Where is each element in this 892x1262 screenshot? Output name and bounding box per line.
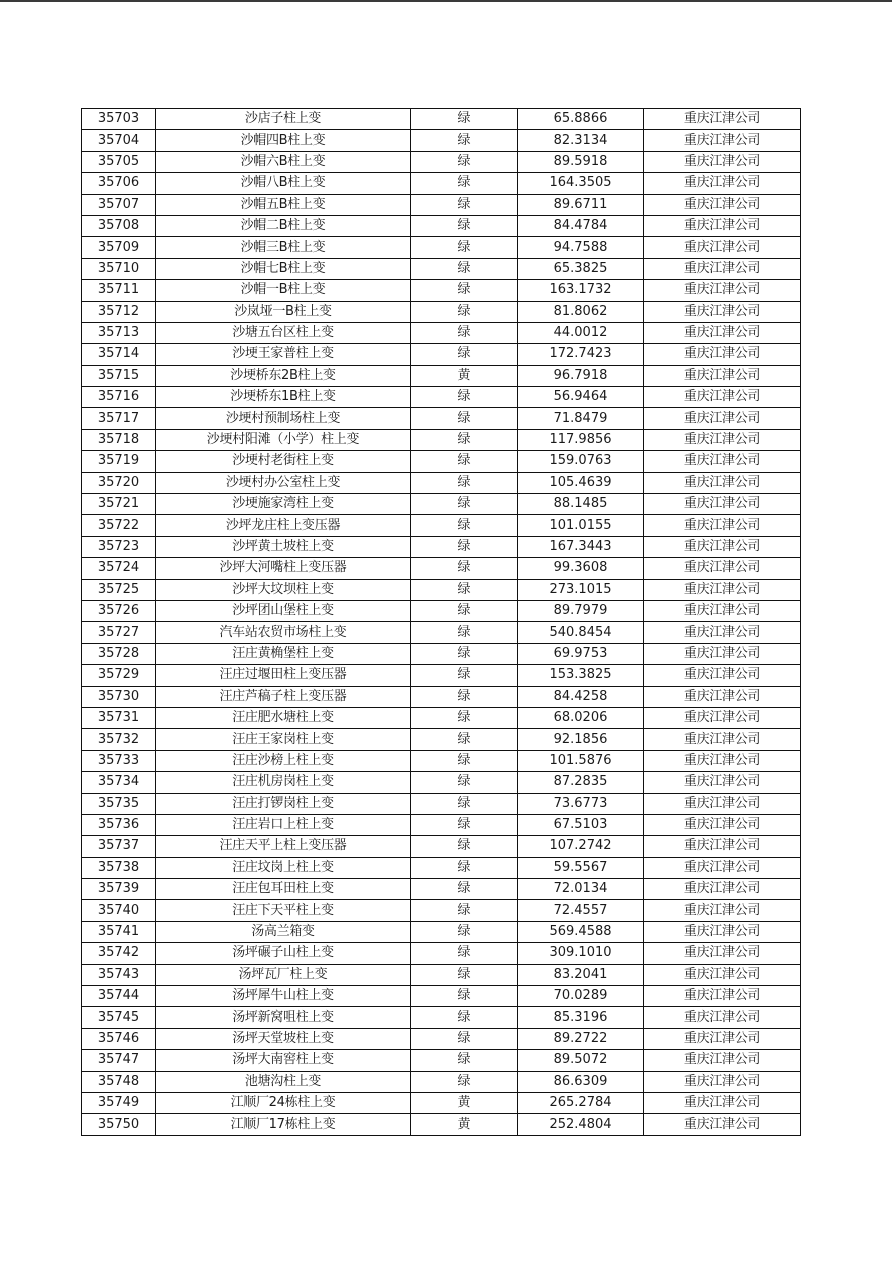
cell-id: 35739 [82,879,156,900]
cell-company: 重庆江津公司 [644,1050,801,1071]
cell-name: 沙坪黄土坡柱上变 [156,536,411,557]
cell-status: 绿 [411,237,518,258]
cell-name: 沙帽七B柱上变 [156,258,411,279]
cell-status: 绿 [411,707,518,728]
cell-id: 35712 [82,301,156,322]
cell-status: 绿 [411,900,518,921]
cell-company: 重庆江津公司 [644,772,801,793]
cell-value: 101.0155 [518,515,644,536]
cell-id: 35705 [82,151,156,172]
cell-name: 沙帽八B柱上变 [156,173,411,194]
cell-id: 35747 [82,1050,156,1071]
cell-status: 绿 [411,879,518,900]
cell-company: 重庆江津公司 [644,1028,801,1049]
cell-value: 73.6773 [518,793,644,814]
cell-value: 167.3443 [518,536,644,557]
cell-id: 35708 [82,215,156,236]
cell-id: 35725 [82,579,156,600]
cell-id: 35734 [82,772,156,793]
cell-name: 汪庄黄桷堡柱上变 [156,643,411,664]
cell-id: 35724 [82,558,156,579]
cell-name: 汽车站农贸市场柱上变 [156,622,411,643]
cell-id: 35740 [82,900,156,921]
cell-id: 35719 [82,451,156,472]
cell-name: 汪庄机房岗柱上变 [156,772,411,793]
cell-id: 35741 [82,921,156,942]
transformer-table [81,108,801,1136]
cell-name: 沙帽三B柱上变 [156,237,411,258]
cell-value: 273.1015 [518,579,644,600]
cell-name: 汤坪犀牛山柱上变 [156,986,411,1007]
cell-value: 84.4258 [518,686,644,707]
cell-name: 汤坪新窝咀柱上变 [156,1007,411,1028]
cell-id: 35707 [82,194,156,215]
cell-name: 汤坪天堂坡柱上变 [156,1028,411,1049]
cell-status: 绿 [411,665,518,686]
cell-id: 35730 [82,686,156,707]
cell-id: 35706 [82,173,156,194]
cell-name: 沙埂桥东2B柱上变 [156,365,411,386]
cell-id: 35729 [82,665,156,686]
cell-status: 绿 [411,280,518,301]
cell-name: 沙帽四B柱上变 [156,130,411,151]
cell-status: 绿 [411,109,518,130]
cell-status: 绿 [411,793,518,814]
cell-value: 540.8454 [518,622,644,643]
cell-status: 黄 [411,1114,518,1135]
table-row [82,793,801,814]
cell-value: 265.2784 [518,1092,644,1113]
cell-value: 72.0134 [518,879,644,900]
cell-company: 重庆江津公司 [644,344,801,365]
cell-id: 35715 [82,365,156,386]
cell-status: 黄 [411,365,518,386]
cell-id: 35735 [82,793,156,814]
cell-value: 65.3825 [518,258,644,279]
table-row [82,665,801,686]
cell-name: 沙帽二B柱上变 [156,215,411,236]
cell-id: 35704 [82,130,156,151]
cell-id: 35746 [82,1028,156,1049]
cell-company: 重庆江津公司 [644,301,801,322]
table-row [82,237,801,258]
cell-company: 重庆江津公司 [644,280,801,301]
table-row [82,879,801,900]
cell-id: 35742 [82,943,156,964]
table-row [82,301,801,322]
table-row [82,686,801,707]
cell-status: 绿 [411,515,518,536]
cell-status: 绿 [411,258,518,279]
cell-name: 汪庄坟岗上柱上变 [156,857,411,878]
cell-status: 绿 [411,836,518,857]
cell-name: 汪庄天平上柱上变压器 [156,836,411,857]
cell-id: 35723 [82,536,156,557]
cell-value: 252.4804 [518,1114,644,1135]
cell-company: 重庆江津公司 [644,857,801,878]
cell-status: 绿 [411,600,518,621]
cell-id: 35744 [82,986,156,1007]
table-row [82,1028,801,1049]
table-row [82,1007,801,1028]
cell-status: 绿 [411,301,518,322]
cell-name: 汪庄芦稿子柱上变压器 [156,686,411,707]
table-body [82,109,801,1136]
cell-name: 沙埂村阳滩（小学）柱上变 [156,429,411,450]
cell-name: 沙岚垭一B柱上变 [156,301,411,322]
cell-id: 35714 [82,344,156,365]
cell-company: 重庆江津公司 [644,429,801,450]
cell-value: 83.2041 [518,964,644,985]
cell-id: 35722 [82,515,156,536]
cell-company: 重庆江津公司 [644,109,801,130]
table-row [82,772,801,793]
cell-value: 107.2742 [518,836,644,857]
cell-status: 绿 [411,494,518,515]
cell-status: 绿 [411,1050,518,1071]
cell-value: 89.7979 [518,600,644,621]
cell-status: 绿 [411,558,518,579]
table-row [82,1092,801,1113]
cell-value: 44.0012 [518,322,644,343]
cell-name: 沙埂王家普柱上变 [156,344,411,365]
cell-id: 35727 [82,622,156,643]
cell-status: 绿 [411,322,518,343]
table-row [82,900,801,921]
cell-name: 沙帽六B柱上变 [156,151,411,172]
cell-id: 35717 [82,408,156,429]
cell-name: 江顺厂24栋柱上变 [156,1092,411,1113]
cell-status: 绿 [411,215,518,236]
table-row [82,215,801,236]
cell-status: 绿 [411,429,518,450]
cell-id: 35703 [82,109,156,130]
cell-value: 159.0763 [518,451,644,472]
cell-company: 重庆江津公司 [644,836,801,857]
cell-id: 35726 [82,600,156,621]
table-row [82,1114,801,1135]
cell-status: 绿 [411,750,518,771]
cell-name: 汪庄过堰田柱上变压器 [156,665,411,686]
cell-company: 重庆江津公司 [644,1007,801,1028]
cell-company: 重庆江津公司 [644,665,801,686]
cell-company: 重庆江津公司 [644,600,801,621]
cell-company: 重庆江津公司 [644,258,801,279]
cell-value: 163.1732 [518,280,644,301]
cell-status: 绿 [411,1007,518,1028]
cell-name: 沙埂村办公室柱上变 [156,472,411,493]
cell-name: 汪庄肥水塘柱上变 [156,707,411,728]
table-row [82,365,801,386]
cell-status: 绿 [411,344,518,365]
cell-company: 重庆江津公司 [644,921,801,942]
cell-status: 绿 [411,643,518,664]
cell-value: 101.5876 [518,750,644,771]
cell-id: 35718 [82,429,156,450]
cell-value: 81.8062 [518,301,644,322]
cell-value: 86.6309 [518,1071,644,1092]
cell-id: 35710 [82,258,156,279]
cell-company: 重庆江津公司 [644,215,801,236]
cell-company: 重庆江津公司 [644,173,801,194]
cell-company: 重庆江津公司 [644,322,801,343]
cell-status: 绿 [411,986,518,1007]
table-row [82,707,801,728]
cell-id: 35716 [82,387,156,408]
cell-company: 重庆江津公司 [644,729,801,750]
table-row [82,986,801,1007]
table-row [82,750,801,771]
cell-company: 重庆江津公司 [644,793,801,814]
table-row [82,600,801,621]
cell-value: 99.3608 [518,558,644,579]
table-row [82,109,801,130]
cell-value: 88.1485 [518,494,644,515]
cell-name: 汪庄打锣岗柱上变 [156,793,411,814]
cell-name: 沙店子柱上变 [156,109,411,130]
cell-name: 沙帽五B柱上变 [156,194,411,215]
cell-company: 重庆江津公司 [644,1071,801,1092]
cell-name: 沙埂村预制场柱上变 [156,408,411,429]
table-row [82,943,801,964]
cell-company: 重庆江津公司 [644,814,801,835]
cell-name: 汪庄包耳田柱上变 [156,879,411,900]
cell-name: 江顺厂17栋柱上变 [156,1114,411,1135]
cell-value: 68.0206 [518,707,644,728]
cell-company: 重庆江津公司 [644,900,801,921]
cell-status: 黄 [411,1092,518,1113]
table-row [82,814,801,835]
cell-status: 绿 [411,151,518,172]
cell-name: 汪庄王家岗柱上变 [156,729,411,750]
cell-status: 绿 [411,130,518,151]
cell-company: 重庆江津公司 [644,194,801,215]
cell-name: 池塘沟柱上变 [156,1071,411,1092]
cell-status: 绿 [411,622,518,643]
table-row [82,258,801,279]
cell-status: 绿 [411,921,518,942]
cell-id: 35733 [82,750,156,771]
cell-id: 35748 [82,1071,156,1092]
cell-value: 71.8479 [518,408,644,429]
cell-value: 72.4557 [518,900,644,921]
cell-company: 重庆江津公司 [644,1114,801,1135]
table-row [82,322,801,343]
cell-value: 82.3134 [518,130,644,151]
cell-value: 70.0289 [518,986,644,1007]
table-row [82,130,801,151]
cell-company: 重庆江津公司 [644,536,801,557]
table-row [82,387,801,408]
cell-id: 35711 [82,280,156,301]
cell-name: 沙坪团山堡柱上变 [156,600,411,621]
cell-status: 绿 [411,173,518,194]
cell-value: 85.3196 [518,1007,644,1028]
cell-name: 汪庄岩口上柱上变 [156,814,411,835]
cell-status: 绿 [411,772,518,793]
cell-status: 绿 [411,579,518,600]
table-row [82,921,801,942]
cell-company: 重庆江津公司 [644,472,801,493]
cell-name: 汤坪碾子山柱上变 [156,943,411,964]
table-row [82,280,801,301]
cell-id: 35713 [82,322,156,343]
cell-name: 沙帽一B柱上变 [156,280,411,301]
cell-status: 绿 [411,408,518,429]
cell-company: 重庆江津公司 [644,558,801,579]
cell-status: 绿 [411,1071,518,1092]
table-row [82,408,801,429]
cell-status: 绿 [411,387,518,408]
cell-company: 重庆江津公司 [644,622,801,643]
cell-status: 绿 [411,729,518,750]
cell-name: 汤坪瓦厂柱上变 [156,964,411,985]
table-row [82,1050,801,1071]
cell-id: 35750 [82,1114,156,1135]
cell-value: 89.5918 [518,151,644,172]
cell-company: 重庆江津公司 [644,494,801,515]
cell-name: 汪庄下天平柱上变 [156,900,411,921]
cell-status: 绿 [411,536,518,557]
cell-company: 重庆江津公司 [644,964,801,985]
cell-name: 沙埂施家湾柱上变 [156,494,411,515]
cell-company: 重庆江津公司 [644,579,801,600]
table-row [82,344,801,365]
cell-value: 117.9856 [518,429,644,450]
table-row [82,451,801,472]
cell-company: 重庆江津公司 [644,1092,801,1113]
cell-name: 汤坪大南窖柱上变 [156,1050,411,1071]
table-row [82,515,801,536]
cell-value: 84.4784 [518,215,644,236]
table-row [82,429,801,450]
cell-status: 绿 [411,1028,518,1049]
cell-value: 92.1856 [518,729,644,750]
cell-value: 87.2835 [518,772,644,793]
cell-company: 重庆江津公司 [644,451,801,472]
cell-id: 35731 [82,707,156,728]
table-row [82,472,801,493]
cell-value: 153.3825 [518,665,644,686]
cell-value: 89.2722 [518,1028,644,1049]
cell-id: 35743 [82,964,156,985]
cell-name: 沙埂桥东1B柱上变 [156,387,411,408]
cell-name: 沙塘五台区柱上变 [156,322,411,343]
cell-status: 绿 [411,686,518,707]
cell-company: 重庆江津公司 [644,365,801,386]
cell-status: 绿 [411,943,518,964]
cell-value: 309.1010 [518,943,644,964]
cell-company: 重庆江津公司 [644,130,801,151]
table-row [82,173,801,194]
table-row [82,536,801,557]
cell-value: 59.5567 [518,857,644,878]
cell-company: 重庆江津公司 [644,237,801,258]
page-top-border [0,0,892,2]
table-row [82,836,801,857]
cell-company: 重庆江津公司 [644,686,801,707]
cell-id: 35745 [82,1007,156,1028]
cell-company: 重庆江津公司 [644,643,801,664]
cell-status: 绿 [411,194,518,215]
cell-value: 89.5072 [518,1050,644,1071]
table-row [82,494,801,515]
cell-value: 69.9753 [518,643,644,664]
cell-value: 164.3505 [518,173,644,194]
cell-value: 569.4588 [518,921,644,942]
cell-value: 172.7423 [518,344,644,365]
table-row [82,194,801,215]
cell-status: 绿 [411,857,518,878]
cell-company: 重庆江津公司 [644,515,801,536]
table-row [82,151,801,172]
cell-company: 重庆江津公司 [644,707,801,728]
cell-id: 35721 [82,494,156,515]
cell-name: 沙坪大河嘴柱上变压器 [156,558,411,579]
cell-name: 沙埂村老街柱上变 [156,451,411,472]
cell-id: 35728 [82,643,156,664]
cell-status: 绿 [411,814,518,835]
cell-id: 35749 [82,1092,156,1113]
cell-id: 35732 [82,729,156,750]
cell-value: 96.7918 [518,365,644,386]
cell-company: 重庆江津公司 [644,750,801,771]
table-row [82,1071,801,1092]
cell-company: 重庆江津公司 [644,387,801,408]
cell-name: 沙坪龙庄柱上变压器 [156,515,411,536]
table-row [82,622,801,643]
cell-company: 重庆江津公司 [644,879,801,900]
table-row [82,643,801,664]
cell-id: 35709 [82,237,156,258]
table-row [82,558,801,579]
cell-company: 重庆江津公司 [644,408,801,429]
cell-value: 56.9464 [518,387,644,408]
cell-id: 35736 [82,814,156,835]
cell-id: 35737 [82,836,156,857]
cell-value: 65.8866 [518,109,644,130]
table-row [82,964,801,985]
cell-name: 汪庄沙榜上柱上变 [156,750,411,771]
cell-value: 105.4639 [518,472,644,493]
table-row [82,729,801,750]
cell-status: 绿 [411,451,518,472]
cell-company: 重庆江津公司 [644,986,801,1007]
cell-name: 沙坪大坟坝柱上变 [156,579,411,600]
cell-value: 89.6711 [518,194,644,215]
cell-value: 67.5103 [518,814,644,835]
cell-id: 35720 [82,472,156,493]
cell-id: 35738 [82,857,156,878]
cell-value: 94.7588 [518,237,644,258]
cell-status: 绿 [411,472,518,493]
table-row [82,857,801,878]
cell-status: 绿 [411,964,518,985]
cell-company: 重庆江津公司 [644,943,801,964]
cell-name: 汤高兰箱变 [156,921,411,942]
cell-company: 重庆江津公司 [644,151,801,172]
table-row [82,579,801,600]
